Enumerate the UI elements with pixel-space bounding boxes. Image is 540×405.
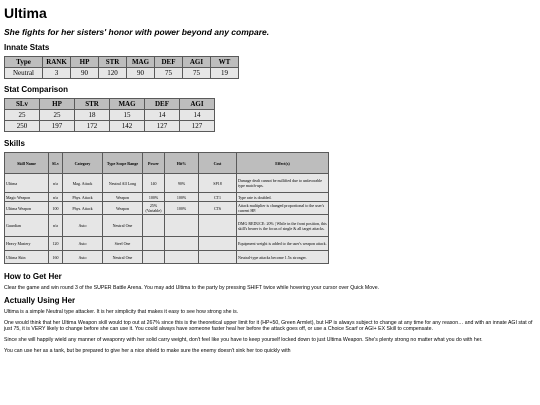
header-cell: RANK xyxy=(43,57,71,68)
table-cell: n/a xyxy=(49,174,63,193)
table-cell xyxy=(143,215,165,237)
table-cell xyxy=(199,215,237,237)
table-cell: 140 xyxy=(143,174,165,193)
table-header-row xyxy=(5,99,215,110)
table-cell: 25 xyxy=(40,110,75,121)
header-cell: Skill Name xyxy=(5,153,49,174)
table-cell: 100% xyxy=(165,202,199,215)
skills-table xyxy=(4,152,329,264)
header-cell: Power xyxy=(143,153,165,174)
table-cell: n/a xyxy=(49,193,63,202)
header-cell: Category xyxy=(63,153,103,174)
table-cell: 100% xyxy=(143,193,165,202)
header-cell: STR xyxy=(99,57,127,68)
table-cell: 18 xyxy=(75,110,110,121)
header-cell: AGI xyxy=(183,57,211,68)
table-cell: 25% (Variable) xyxy=(143,202,165,215)
header-cell: WT xyxy=(211,57,239,68)
stat-comparison-heading: Stat Comparison xyxy=(4,85,69,94)
header-cell: Effect(s) xyxy=(237,153,329,174)
page-title: Ultima xyxy=(4,5,47,21)
table-cell: 197 xyxy=(40,121,75,132)
header-cell: AGI xyxy=(180,99,215,110)
table-cell: Type rate is doubled. xyxy=(237,193,329,202)
table-cell xyxy=(143,251,165,264)
table-cell: Neutral-type attacks become 1.5x stronger. xyxy=(237,251,329,264)
table-cell: DMG REDUCE: 20% | While in the front position, this skill's bearer is the focus of single & all target attacks. xyxy=(237,215,329,237)
paragraph: Since she will happily wield any manner of weaponry with her solid carry weight, don't feel like you have to keep yourself locked down to just Ultima Weapon. She's plenty strong no matter what you do with her. xyxy=(4,337,483,343)
table-cell: Damage dealt cannot be nullified due to unfavorable type match-ups. xyxy=(237,174,329,193)
table-cell: 19 xyxy=(211,68,239,79)
table-cell: 142 xyxy=(110,121,145,132)
table-cell: Neutral xyxy=(5,68,43,79)
table-row xyxy=(5,121,215,132)
header-cell: Hit% xyxy=(165,153,199,174)
table-cell: Ultima Weapon xyxy=(5,202,49,215)
table-cell: Phys. Attack xyxy=(63,202,103,215)
table-cell xyxy=(143,237,165,251)
table-cell: Steel One xyxy=(103,237,143,251)
table-cell: Weapon xyxy=(103,193,143,202)
table-cell: Guardian xyxy=(5,215,49,237)
header-cell: Cost xyxy=(199,153,237,174)
header-cell: DEF xyxy=(155,57,183,68)
table-cell: 90% xyxy=(165,174,199,193)
how-to-get-text: Clear the game and win round 3 of the SUPER Battle Arena. You may add Ultima to the party by pressing SHIFT twice while hovering your cursor over Quick Move. xyxy=(4,285,380,291)
table-cell: 90 xyxy=(71,68,99,79)
table-cell: Neutral All Long xyxy=(103,174,143,193)
header-cell: MAG xyxy=(110,99,145,110)
actually-using-heading: Actually Using Her xyxy=(4,296,76,305)
table-cell: Attack multiplier is changed proportional to the user's current HP. xyxy=(237,202,329,215)
table-cell: 75 xyxy=(183,68,211,79)
table-header-row xyxy=(5,153,329,174)
header-cell: Type Scope Range xyxy=(103,153,143,174)
table-cell: Magic Weapon xyxy=(5,193,49,202)
header-cell: HP xyxy=(40,99,75,110)
table-cell xyxy=(199,251,237,264)
table-cell: 75 xyxy=(155,68,183,79)
table-cell: 250 xyxy=(5,121,40,132)
table-row xyxy=(5,174,329,193)
table-row xyxy=(5,68,239,79)
how-to-get-heading: How to Get Her xyxy=(4,272,62,281)
table-cell: 127 xyxy=(145,121,180,132)
header-cell: MAG xyxy=(127,57,155,68)
table-cell: Neutral One xyxy=(103,251,143,264)
table-cell: n/a xyxy=(49,215,63,237)
header-cell: STR xyxy=(75,99,110,110)
table-cell: 120 xyxy=(99,68,127,79)
table-cell: Equipment weight is added to the user's weapon attack. xyxy=(237,237,329,251)
tagline: She fights for her sisters' honor with power beyond any compare. xyxy=(4,27,270,37)
table-cell: 120 xyxy=(49,237,63,251)
table-cell: 100% xyxy=(165,193,199,202)
header-cell: SLv xyxy=(49,153,63,174)
table-cell: 3 xyxy=(43,68,71,79)
table-cell: Heavy Mastery xyxy=(5,237,49,251)
table-cell: Auto xyxy=(63,215,103,237)
innate-stats-table xyxy=(4,56,239,79)
table-cell: 100 xyxy=(49,202,63,215)
table-cell: Ultima Skin xyxy=(5,251,49,264)
table-cell: SP18 xyxy=(199,174,237,193)
table-row xyxy=(5,251,329,264)
table-cell: 14 xyxy=(145,110,180,121)
table-cell: 160 xyxy=(49,251,63,264)
table-cell: 14 xyxy=(180,110,215,121)
stat-comparison-table xyxy=(4,98,215,132)
header-cell: DEF xyxy=(145,99,180,110)
table-cell: Ultima xyxy=(5,174,49,193)
table-cell xyxy=(165,251,199,264)
table-row xyxy=(5,202,329,215)
table-cell: 25 xyxy=(5,110,40,121)
table-cell: 127 xyxy=(180,121,215,132)
table-row xyxy=(5,215,329,237)
table-cell xyxy=(165,237,199,251)
paragraph: Ultima is a simple Neutral type attacker. It is her simplicity that makes it easy to see how strong she is. xyxy=(4,309,239,315)
table-cell: 15 xyxy=(110,110,145,121)
table-cell xyxy=(165,215,199,237)
table-cell: Phys. Attack xyxy=(63,193,103,202)
skills-heading: Skills xyxy=(4,139,25,148)
paragraph: One would think that her Ultima Weapon skill would top out at 267% since this is the theoretical upper limit for it (HP+50, Green Armlet), but HP is always subject to change at any time for any reason… and with an innate AGI stat of just 75, it is VERY likely to change before she can use it. You could always have someone faster heal her before the attack goes off, or use a Choice Scarf or AGI+ EX Skill to compensate. xyxy=(4,320,533,332)
paragraph: You can use her as a tank, but be prepared to give her a nice shield to make sure the enemy doesn't sink her too quickly with xyxy=(4,348,291,354)
table-cell: Auto xyxy=(63,251,103,264)
table-header-row xyxy=(5,57,239,68)
table-cell: Neutral One xyxy=(103,215,143,237)
table-cell xyxy=(199,237,237,251)
table-cell: CT1 xyxy=(199,193,237,202)
table-row xyxy=(5,193,329,202)
table-cell: CT6 xyxy=(199,202,237,215)
table-row xyxy=(5,237,329,251)
table-cell: Weapon xyxy=(103,202,143,215)
table-row xyxy=(5,110,215,121)
table-cell: 90 xyxy=(127,68,155,79)
header-cell: Type xyxy=(5,57,43,68)
table-cell: 172 xyxy=(75,121,110,132)
table-cell: Mag. Attack xyxy=(63,174,103,193)
header-cell: SLv xyxy=(5,99,40,110)
header-cell: HP xyxy=(71,57,99,68)
table-cell: Auto xyxy=(63,237,103,251)
innate-stats-heading: Innate Stats xyxy=(4,43,50,52)
